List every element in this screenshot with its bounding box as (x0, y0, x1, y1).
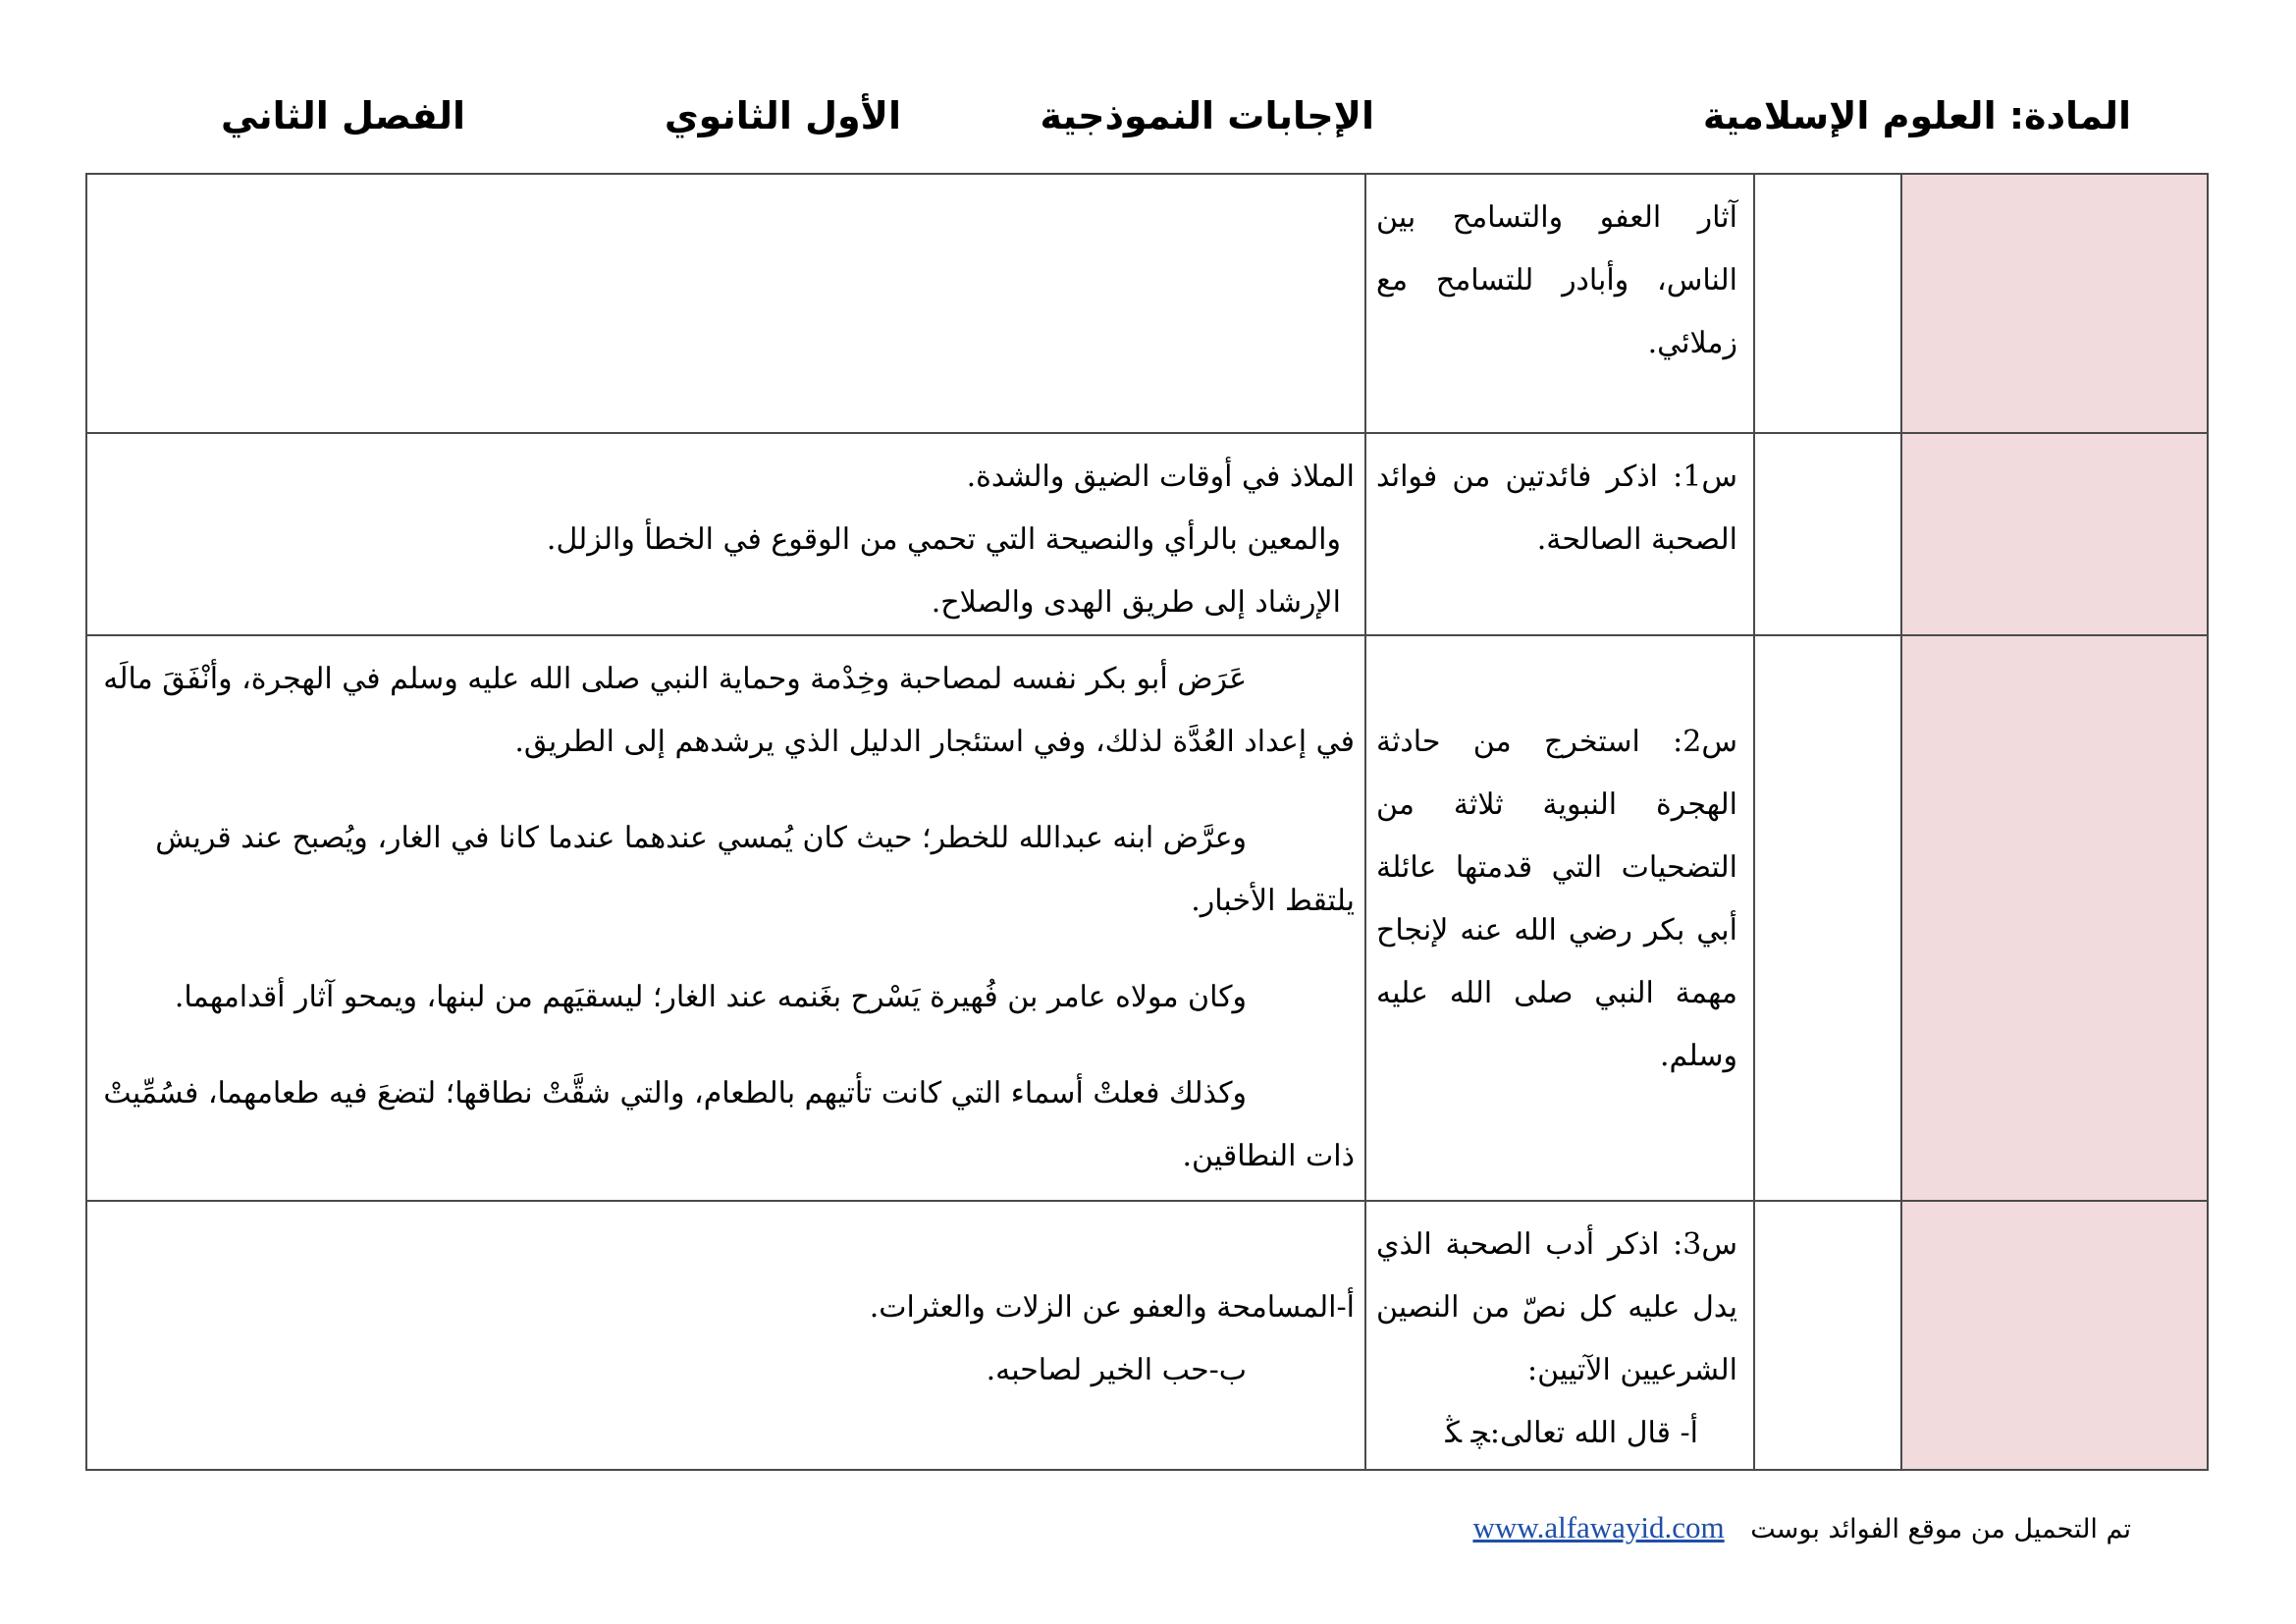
answer-paragraph: عَرَض أبو بكر نفسه لمصاحبة وخِدْمة وحماية النبي صلى الله عليه وسلم في الهجرة، وأنْفَقَ مالَه في إعداد العُدَّة لذلك، وفي استئجار الدليل الذي يرشدهم إلى الطريق. (103, 662, 1355, 759)
answers-table (85, 173, 2209, 1471)
footer (1472, 1510, 2131, 1545)
answer-paragraph: وعرَّض ابنه عبدالله للخطر؛ حيث كان يُمسي عندهما عندما كانا في الغار، ويُصبح عند قريش يلتقط الأخبار. (155, 821, 1355, 918)
answer-line: الملاذ في أوقات الضيق والشدة. (966, 460, 1355, 494)
answer-cell (86, 1201, 1365, 1470)
answer-cell (86, 635, 1365, 1201)
answer-paragraph: وكان مولاه عامر بن فُهيرة يَسْرح بغَنمه عند الغار؛ ليسقيَهم من لبنها، ويمحو آثار أقدامهما. (174, 980, 1247, 1014)
answer-line: ب-حب الخير لصاحبه. (986, 1353, 1247, 1387)
marks-cell (1901, 174, 2208, 433)
question-text: س3: اذكر أدب الصحبة الذي يدل عليه كل نصّ من النصين الشرعيين الآتيين: (1376, 1227, 1737, 1387)
standard-cell (1754, 433, 1901, 635)
subject-title: المادة: العلوم الإسلامية (1702, 94, 2131, 137)
grade-title: الأول الثانوي (664, 94, 901, 137)
answer-paragraph: وكذلك فعلتْ أسماء التي كانت تأتيهم بالطعام، والتي شقَّتْ نطاقها؛ لتضعَ فيه طعامهما، فسُمِّيتْ ذات النطاقين. (103, 1076, 1355, 1173)
standard-cell (1754, 174, 1901, 433)
term-title: الفصل الثاني (220, 94, 465, 137)
marks-cell (1901, 1201, 2208, 1470)
page-header (0, 94, 2296, 153)
standard-cell (1754, 635, 1901, 1201)
marks-cell (1901, 635, 2208, 1201)
answer-cell (86, 433, 1365, 635)
question-cell (1365, 1201, 1754, 1470)
footer-text: تم التحميل من موقع الفوائد بوست (1750, 1514, 2131, 1544)
answer-line: أ-المسامحة والعفو عن الزلات والعثرات. (869, 1290, 1355, 1325)
marks-cell (1901, 433, 2208, 635)
answer-cell (86, 174, 1365, 433)
standard-cell (1754, 1201, 1901, 1470)
table-row (86, 174, 2208, 433)
table-row (86, 1201, 2208, 1470)
question-cell: س2: استخرج من حادثة الهجرة النبوية ثلاثة من التضحيات التي قدمتها عائلة أبي بكر رضي الله عنه لإنجاح مهمة النبي صلى الله عليه وسلم. (1365, 635, 1754, 1201)
site-link[interactable]: www.alfawayid.com (1472, 1510, 1725, 1544)
question-cell: آثار العفو والتسامح بين الناس، وأبادر للتسامح مع زملائي. (1365, 174, 1754, 433)
answer-line: والمعين بالرأي والنصيحة التي تحمي من الوقوع في الخطأ والزلل. (546, 522, 1341, 557)
table-row (86, 635, 2208, 1201)
answer-line: الإرشاد إلى طريق الهدى والصلاح. (931, 585, 1341, 620)
answers-title: الإجابات النموذجية (1040, 94, 1374, 137)
table-row (86, 433, 2208, 635)
question-cell: س1: اذكر فائدتين من فوائد الصحبة الصالحة. (1365, 433, 1754, 635)
question-sub: أ- قال الله تعالى:ﭽ ﯖ (1445, 1416, 1698, 1450)
